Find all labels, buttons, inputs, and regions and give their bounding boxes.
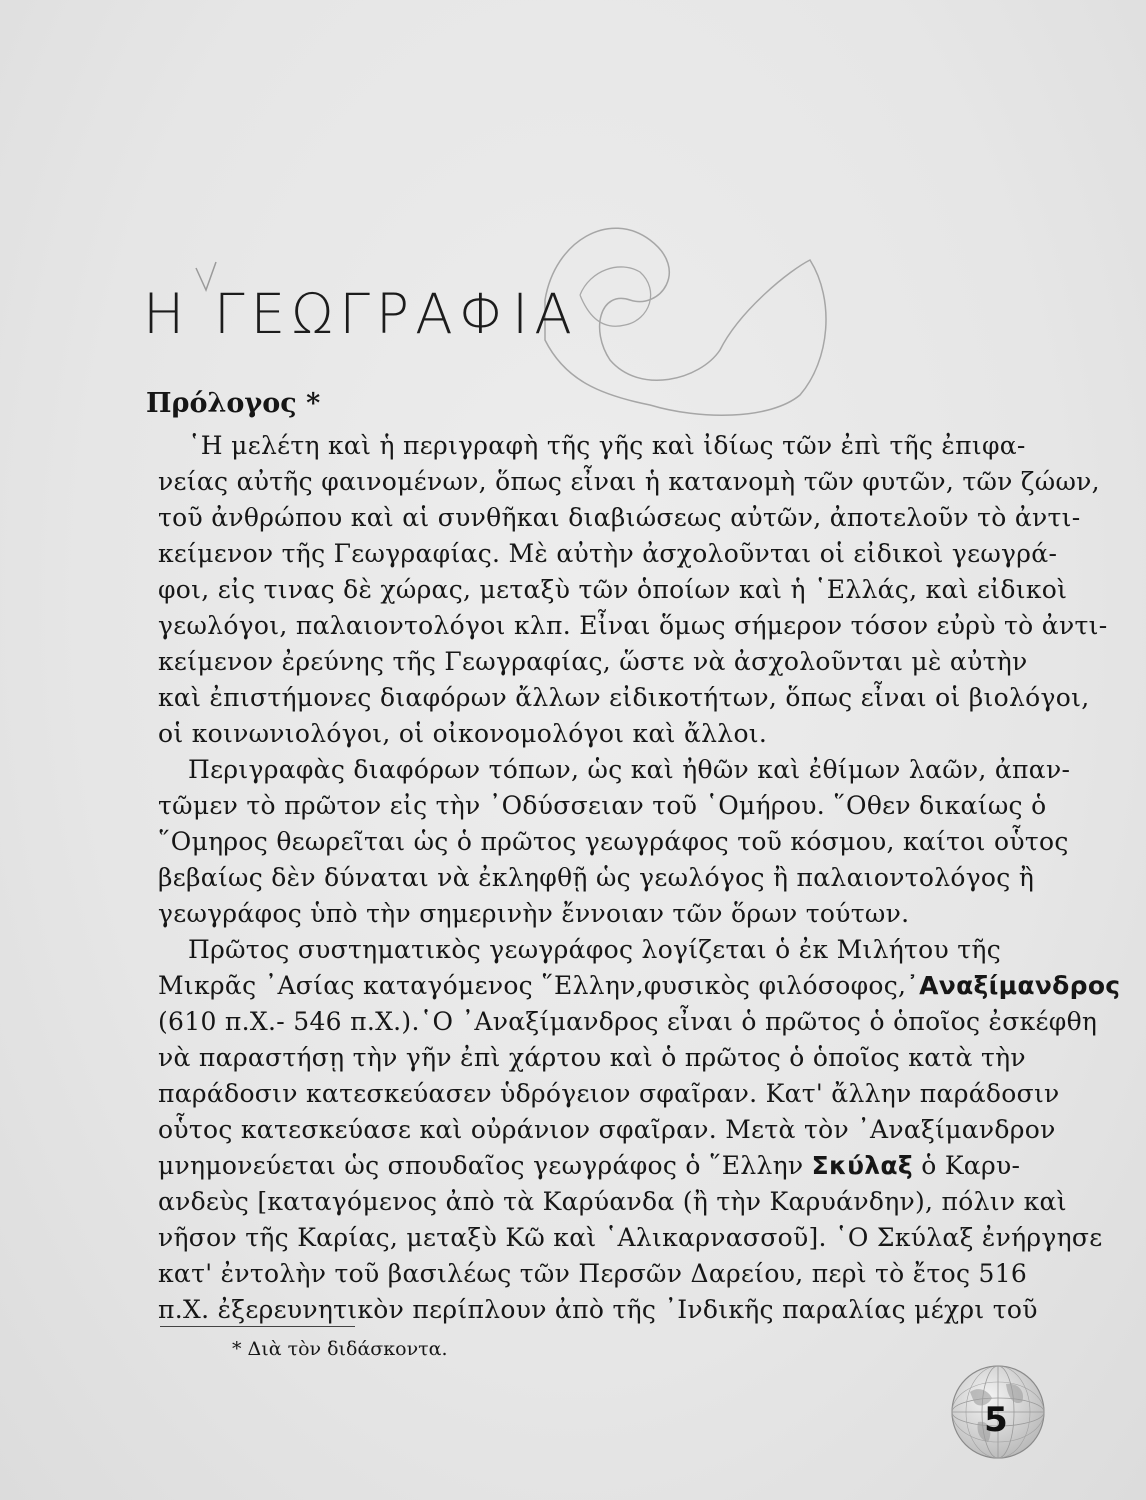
text-line <box>158 1148 1021 1184</box>
section-heading: Πρόλογος * <box>146 388 321 419</box>
name-anaximandros: ᾿Αναξίμανδρος <box>906 971 1121 1000</box>
text-line <box>158 968 1121 1004</box>
text-line: καὶ ἐπιστήμονες διαφόρων ἄλλων εἰδικοτήτων, ὅπως εἶναι οἱ βιολόγοι, <box>158 683 1090 712</box>
text-line: βεβαίως δὲν δύναται νὰ ἐκληφθῇ ὡς γεωλόγος ἢ παλαιοντολόγος ἢ <box>158 863 1035 892</box>
page-number: 5 <box>984 1400 1008 1440</box>
text-line: φοι, εἰς τινας δὲ χώρας, μεταξὺ τῶν ὁποίων καὶ ἡ ῾Ελλάς, καὶ εἰδικοὶ <box>158 575 1068 604</box>
page-title: Η ΓΕΩΓΡΑΦΙΑ <box>143 282 578 346</box>
text-line: π.Χ. ἐξερευνητικὸν περίπλουν ἀπὸ τῆς ᾿Ινδικῆς παραλίας μέχρι τοῦ <box>158 1295 1038 1324</box>
text-line: νὰ παραστήσῃ τὴν γῆν ἐπὶ χάρτου καὶ ὁ πρῶτος ὁ ὁποῖος κατὰ τὴν <box>158 1043 1026 1072</box>
text-line: γεωγράφος ὑπὸ τὴν σημερινὴν ἔννοιαν τῶν ὅρων τούτων. <box>158 899 910 928</box>
body-text <box>158 428 1121 1328</box>
text-line: (610 π.Χ.- 546 π.Χ.).῾Ο ᾿Αναξίμανδρος εἶναι ὁ πρῶτος ὁ ὁποῖος ἐσκέφθη <box>158 1007 1098 1036</box>
text-line: κατ' ἐντολὴν τοῦ βασιλέως τῶν Περσῶν Δαρείου, περὶ τὸ ἔτος 516 <box>158 1259 1028 1288</box>
text-segment: Μικρᾶς ᾿Ασίας καταγόμενος ῞Ελλην,φυσικὸς φιλόσοφος, <box>158 971 907 1000</box>
name-skylax: Σκύλαξ <box>811 1151 913 1180</box>
text-line: τοῦ ἀνθρώπου καὶ αἱ συνθῆκαι διαβιώσεως αὐτῶν, ἀποτελοῦν τὸ ἀντι- <box>158 503 1081 532</box>
text-line: κείμενον τῆς Γεωγραφίας. Μὲ αὐτὴν ἀσχολοῦνται οἱ εἰδικοὶ γεωγρά- <box>158 539 1058 568</box>
text-line: νῆσον τῆς Καρίας, μεταξὺ Κῶ καὶ ῾Αλικαρνασσοῦ]. ῾Ο Σκύλαξ ἐνήργησε <box>158 1223 1103 1252</box>
footnote-divider <box>160 1326 355 1327</box>
text-line: ῾Η μελέτη καὶ ἡ περιγραφὴ τῆς γῆς καὶ ἰδίως τῶν ἐπὶ τῆς ἐπιφα- <box>188 431 1026 460</box>
text-line: οὗτος κατεσκεύασε καὶ οὐράνιον σφαῖραν. Μετὰ τὸν ᾿Αναξίμανδρον <box>158 1115 1056 1144</box>
text-segment: μνημονεύεται ὡς σπουδαῖος γεωγράφος ὁ ῞Ελλην <box>158 1151 804 1180</box>
text-line: γεωλόγοι, παλαιοντολόγοι κλπ. Εἶναι ὅμως σήμερον τόσον εὐρὺ τὸ ἀντι- <box>158 611 1108 640</box>
text-line: ανδεὺς [καταγόμενος ἀπὸ τὰ Καρύανδα (ἢ τὴν Καρυάνδην), πόλιν καὶ <box>158 1187 1067 1216</box>
text-line: οἱ κοινωνιολόγοι, οἱ οἰκονομολόγοι καὶ ἄλλοι. <box>158 719 768 748</box>
text-line: τῶμεν τὸ πρῶτον εἰς τὴν ᾿Οδύσσειαν τοῦ ῾Ομήρου. ῞Οθεν δικαίως ὁ <box>158 791 1047 820</box>
text-line: νείας αὐτῆς φαινομένων, ὅπως εἶναι ἡ κατανομὴ τῶν φυτῶν, τῶν ζώων, <box>158 467 1100 496</box>
text-line: Περιγραφὰς διαφόρων τόπων, ὡς καὶ ἠθῶν καὶ ἐθίμων λαῶν, ἀπαν- <box>188 755 1071 784</box>
footnote: * Διὰ τὸν διδάσκοντα. <box>232 1338 448 1360</box>
text-line: ῞Ομηρος θεωρεῖται ὡς ὁ πρῶτος γεωγράφος τοῦ κόσμου, καίτοι οὗτος <box>158 827 1069 856</box>
text-segment: ὁ Καρυ- <box>921 1151 1021 1180</box>
text-line: κείμενον ἐρεύνης τῆς Γεωγραφίας, ὥστε νὰ ἀσχολοῦνται μὲ αὐτὴν <box>158 647 1028 676</box>
text-line: παράδοσιν κατεσκεύασεν ὑδρόγειον σφαῖραν. Κατ' ἄλλην παράδοσιν <box>158 1079 1060 1108</box>
text-line: Πρῶτος συστηματικὸς γεωγράφος λογίζεται ὁ ἐκ Μιλήτου τῆς <box>188 935 1001 964</box>
